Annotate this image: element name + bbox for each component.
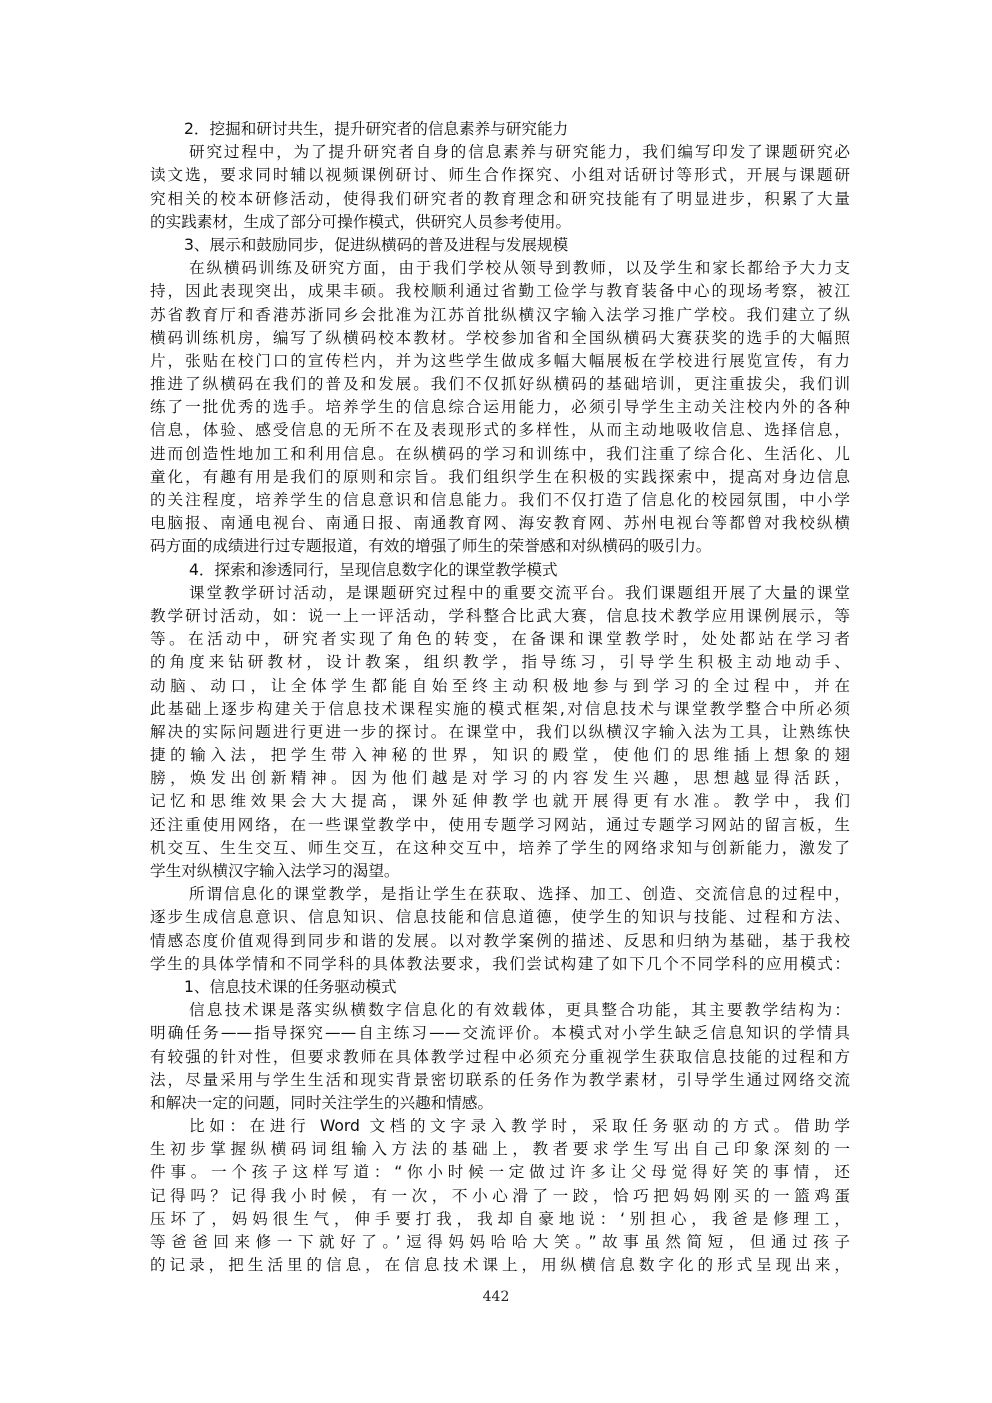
text-line: 教学研讨活动，如：说一上一评活动，学科整合比武大赛，信息技术教学应用课例展示，等 xyxy=(150,606,850,625)
text-line: 在纵横码训练及研究方面，由于我们学校从领导到教师，以及学生和家长都给予大力支 xyxy=(189,259,850,278)
text-line: 的角度来钻研教材，设计教案，组织教学，指导练习，引导学生积极主动地动手、 xyxy=(150,653,850,672)
text-line: 信息，体验、感受信息的无所不在及表现形式的多样性，从而主动地吸收信息、选择信息， xyxy=(150,421,850,440)
text-line: 究相关的校本研修活动，使得我们研究者的教育理念和研究技能有了明显进步，积累了大量 xyxy=(150,189,850,208)
text-line: 等。在活动中，研究者实现了角色的转变，在备课和课堂教学时，处处都站在学习者 xyxy=(150,630,850,649)
text-line: 电脑报、南通电视台、南通日报、南通教育网、海安教育网、苏州电视台等都曾对我校纵横 xyxy=(150,514,850,533)
document-page xyxy=(150,118,850,1277)
text-line: 的关注程度，培养学生的信息意识和信息能力。我们不仅打造了信息化的校园氛围，中小学 xyxy=(150,491,850,509)
text-line: 的实践素材，生成了部分可操作模式，供研究人员参考使用。 xyxy=(150,212,572,231)
text-line: 研究过程中，为了提升研究者自身的信息素养与研究能力，我们编写印发了课题研究必 xyxy=(189,143,850,162)
text-line: 练了一批优秀的选手。培养学生的信息综合运用能力，必须引导学生主动关注校内外的各种 xyxy=(150,398,850,417)
text-line: 记忆和思维效果会大大提高，课外延伸教学也就开展得更有水准。教学中，我们 xyxy=(150,792,850,811)
text-line: 学生的具体学情和不同学科的具体教法要求，我们尝试构建了如下几个不同学科的应用模式： xyxy=(150,954,850,973)
text-line: 明确任务——指导探究——自主练习——交流评价。本模式对小学生缺乏信息知识的学情具 xyxy=(150,1024,850,1043)
text-line: 课堂教学研讨活动，是课题研究过程中的重要交流平台。我们课题组开展了大量的课堂 xyxy=(189,583,850,602)
text-line: 的记录，把生活里的信息，在信息技术课上，用纵横信息数字化的形式呈现出来， xyxy=(150,1256,850,1275)
text-line: 等爸爸回来修一下就好了。’逗得妈妈哈哈大笑。”故事虽然简短，但通过孩子 xyxy=(150,1233,850,1251)
text-line: 有较强的针对性，但要求教师在具体教学过程中必须充分重视学生获取信息技能的过程和方 xyxy=(150,1047,850,1066)
text-line: 读文选，要求同时辅以视频课例研讨、师生合作探究、小组对话研讨等形式，开展与课题研 xyxy=(150,166,850,185)
text-line: 情感态度价值观得到同步和谐的发展。以对教学案例的描述、反思和归纳为基础，基于我校 xyxy=(150,931,850,950)
text-line: 法，尽量采用与学生生活和现实背景密切联系的任务作为教学素材，引导学生通过网络交流 xyxy=(150,1070,850,1089)
section-heading: 4．探索和渗透同行，呈现信息数字化的课堂教学模式 xyxy=(189,560,558,579)
section-heading: 2．挖掘和研讨共生，提升研究者的信息素养与研究能力 xyxy=(184,120,569,138)
text-line: 件事。一个孩子这样写道：“你小时候一定做过许多让父母觉得好笑的事情，还 xyxy=(150,1163,850,1182)
text-line: 片，张贴在校门口的宣传栏内，并为这些学生做成多幅大幅展板在学校进行展览宣传，有力 xyxy=(150,351,850,370)
text-line: 逐步生成信息意识、信息知识、信息技能和信息道德，使学生的知识与技能、过程和方法、 xyxy=(150,908,850,927)
text-line: 机交互、生生交互、师生交互，在这种交互中，培养了学生的网络求知与创新能力，激发了 xyxy=(150,838,850,857)
section-heading: 3、展示和鼓励同步，促进纵横码的普及进程与发展规模 xyxy=(184,235,569,254)
text-line: 推进了纵横码在我们的普及和发展。我们不仅抓好纵横码的基础培训，更注重拔尖，我们训 xyxy=(150,375,850,394)
text-line: 此基础上逐步构建关于信息技术课程实施的模式框架,对信息技术与课堂教学整合中所必须 xyxy=(150,699,850,718)
text-line: 生初步掌握纵横码词组输入方法的基础上，教者要求学生写出自己印象深刻的一 xyxy=(150,1140,850,1159)
text-line: 持，因此表现突出，成果丰硕。我校顺利通过省勤工俭学与教育装备中心的现场考察，被江 xyxy=(150,282,850,301)
text-line: 学生对纵横汉字输入法学习的渴望。 xyxy=(150,862,400,880)
text-line: 童化，有趣有用是我们的原则和宗旨。我们组织学生在积极的实践探索中，提高对身边信息 xyxy=(150,467,850,486)
text-line: 比如：在进行 Word 文档的文字录入教学时，采取任务驱动的方式。借助学 xyxy=(189,1117,850,1136)
text-line: 解决的实际问题进行更进一步的探讨。在课堂中，我们以纵横汉字输入法为工具，让熟练快 xyxy=(150,722,850,741)
text-line: 捷的输入法，把学生带入神秘的世界，知识的殿堂，使他们的思维插上想象的翅 xyxy=(150,746,850,765)
text-line: 苏省教育厅和香港苏浙同乡会批准为江苏首批纵横汉字输入法学习推广学校。我们建立了纵 xyxy=(150,305,850,324)
text-line: 信息技术课是落实纵横数字信息化的有效载体，更具整合功能，其主要教学结构为： xyxy=(189,1001,850,1020)
text-line: 动脑、动口，让全体学生都能自始至终主动积极地参与到学习的全过程中，并在 xyxy=(150,676,850,695)
text-line: 码方面的成绩进行过专题报道，有效的增强了师生的荣誉感和对纵横码的吸引力。 xyxy=(150,537,712,556)
text-line: 进而创造性地加工和利用信息。在纵横码的学习和训练中，我们注重了综合化、生活化、儿 xyxy=(150,444,850,463)
text-line: 压坏了，妈妈很生气，伸手要打我，我却自豪地说：‘别担心，我爸是修理工， xyxy=(150,1209,850,1228)
text-line: 和解决一定的问题，同时关注学生的兴趣和情感。 xyxy=(150,1093,494,1112)
page-number: 442 xyxy=(482,1289,510,1305)
section-heading: 1、信息技术课的任务驱动模式 xyxy=(184,977,397,996)
text-line: 膀，焕发出创新精神。因为他们越是对学习的内容发生兴趣，思想越显得活跃， xyxy=(150,769,850,788)
text-line: 所谓信息化的课堂教学，是指让学生在获取、选择、加工、创造、交流信息的过程中， xyxy=(189,885,850,904)
text-line: 记得吗？记得我小时候，有一次，不小心滑了一跤，恰巧把妈妈刚买的一篮鸡蛋 xyxy=(150,1186,850,1205)
text-line: 还注重使用网络，在一些课堂教学中，使用专题学习网站，通过专题学习网站的留言板，生 xyxy=(150,815,850,834)
text-line: 横码训练机房，编写了纵横码校本教材。学校参加省和全国纵横码大赛获奖的选手的大幅照 xyxy=(150,328,850,347)
